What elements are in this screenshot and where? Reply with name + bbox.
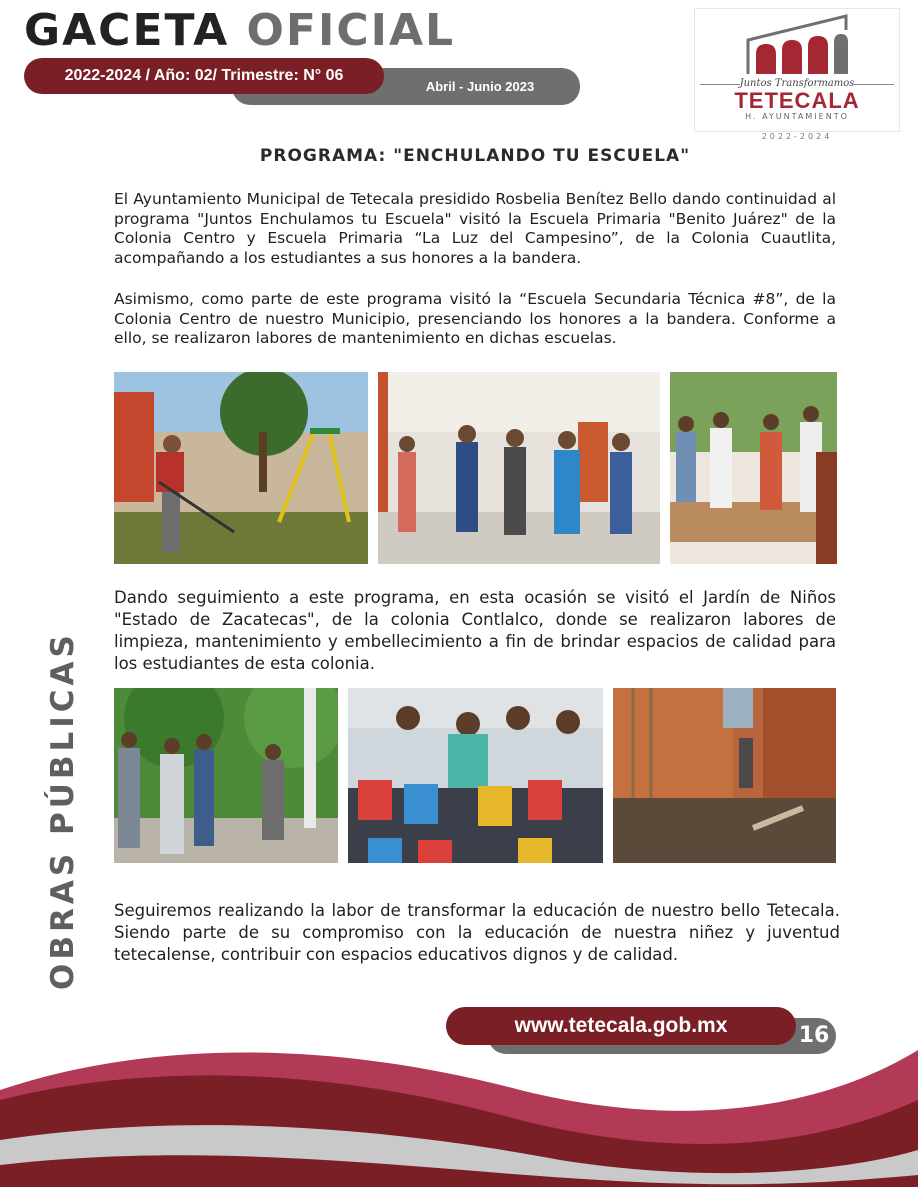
paragraph-1: El Ayuntamiento Municipal de Tetecala presidido Rosbelia Benítez Bello dando continuidad al programa "Juntos Enchulamos tu Escuela" visitó la Escuela Primaria "Benito Juárez" de la Colonia Centro y Escuela Primaria “La Luz del Campesino”, de la Colonia Cuautlita, acompañando a los estudiantes a sus honores a la bandera.	[114, 190, 836, 267]
paragraph-2: Asimismo, como parte de este programa visitó la “Escuela Secundaria Técnica #8”, de la Colonia Centro de nuestro Municipio, presenciando los honores a la bandera. Conforme a ello, se realizaron labores de mantenimiento en dichas escuelas.	[114, 290, 836, 348]
logo-tagline: Juntos Transformamos	[739, 78, 855, 89]
issue-label: 2022-2024 / Año: 02/ Trimestre: N° 06	[24, 58, 384, 94]
article-title: PROGRAMA: "ENCHULANDO TU ESCUELA"	[259, 146, 691, 166]
paragraph-3: Dando seguimiento a este programa, en esta ocasión se visitó el Jardín de Niños "Estado de Zacatecas", de la colonia Contlalco, donde se realizaron labores de limpieza, mantenimiento y embellecimiento a fin de brindar espacios de calidad para los estudiantes de esta colonia.	[114, 588, 836, 673]
logo-years: 2022-2024	[761, 132, 833, 141]
website-link[interactable]: www.tetecala.gob.mx	[446, 1007, 796, 1045]
photo-maintenance-yard	[613, 688, 836, 863]
logo-subtitle: H. AYUNTAMIENTO	[745, 112, 849, 121]
period-label: Abril - Junio 2023	[425, 79, 535, 94]
photo-group-under-trees	[114, 688, 338, 863]
photo-officials-podium	[670, 372, 837, 564]
gazette-title-part1: GACETA	[24, 5, 230, 56]
section-label-vertical: OBRAS PÚBLICAS	[45, 631, 81, 990]
gazette-title	[24, 6, 455, 56]
photo-mowing-schoolyard	[114, 372, 368, 564]
gazette-title-part2: OFICIAL	[246, 5, 456, 56]
photo-children-with-gifts	[348, 688, 603, 863]
page-number: 16	[798, 1023, 830, 1048]
arches-logo-icon	[742, 10, 854, 76]
paragraph-4: Seguiremos realizando la labor de transformar la educación de nuestro bello Tetecala. Siendo parte de su compromiso con la educación de nuestra niñez y juventud tetecalense, contribuir con espacios educativos dignos y de calidad.	[114, 901, 840, 964]
logo-name: TETECALA	[734, 88, 860, 113]
photo-flag-ceremony-group	[378, 372, 660, 564]
tetecala-logo	[694, 8, 900, 144]
